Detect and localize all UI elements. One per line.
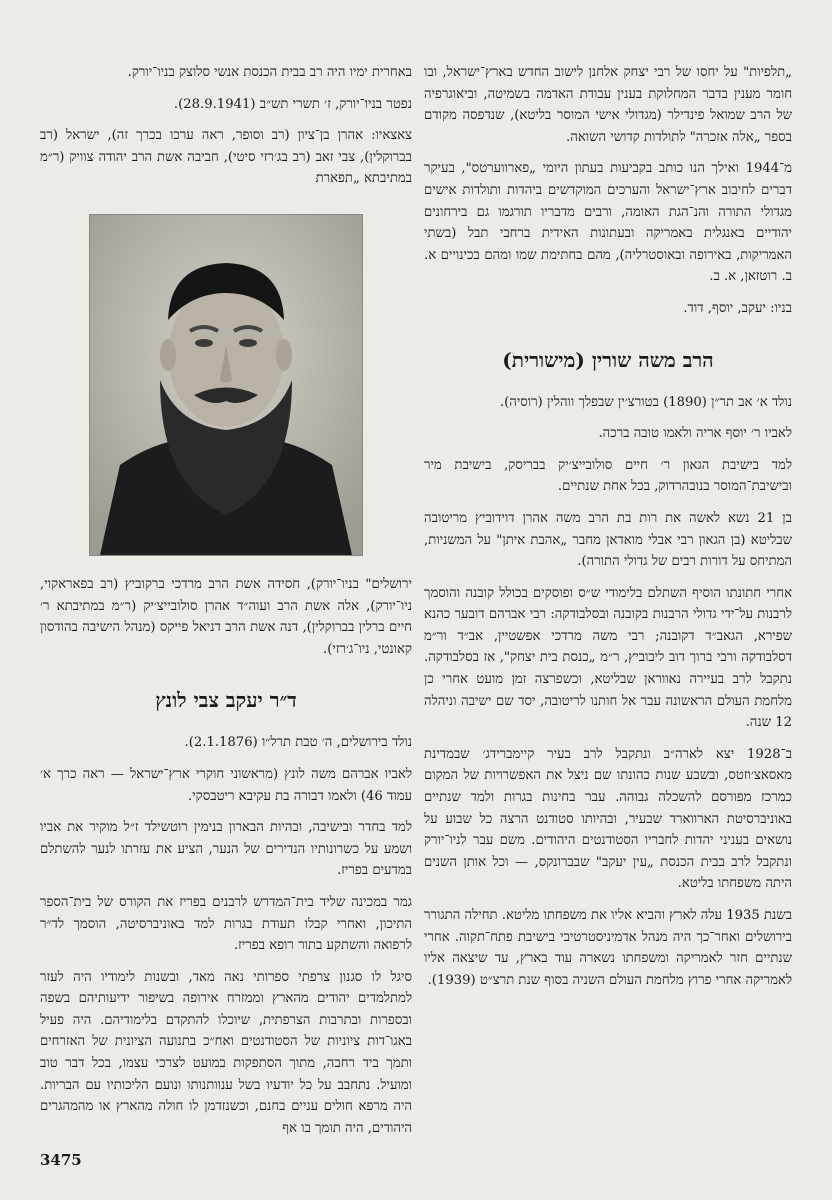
paragraph: מ־1944 ואילך הנו כותב בקביעות בעתון היומי „פארווערטס", בעיקר דברים לחיבוב ארץ־ישראל והערכים המוקדשים ביהדות ותולדות אישים מגדולי התורה והנ־הגת האומה, ורבים מדבריו תורגמו גם בירחונים יהודיים באנגלית באמריקה ובעתונות האידית ברחבי תבל (בשתי האמריקות, באירופה ובאוסטרליה), מהם בחתימת שמו ומהם בכינויים א. ב. רוטזאן, א. ב. (424, 161, 792, 285)
paragraph: נולד בירושלים, ה׳ טבת תרל״ו (2.1.1876). (184, 735, 412, 751)
paragraph: ב־1928 יצא לארה״ב ונתקבל לרב בעיר קיימברידג׳ שבמדינת מאסאצ׳וזטס, ובשבע שנות כהונתו שם ניצל את האפשרויות של המקום כמרכז מפורסם להשכלה גבוהה. עבר בחינות בגרות ולמד שנתיים באוניברסיטת הארווארד שבעיר, ובהיותו סטודנט הרצה כל שבוע על נושאים בעניני יהדות לחבריו הסטודנטים היהודים. משם עבר לניו־יורק ונתקבל לרב בבית הכנסת „עין יעקב" שבברונקס, — וכל אותן השנים היתה משפחתו בליטא. (424, 746, 792, 892)
paragraph: ירושלים" בניו־יורק), חסידה אשת הרב מרדכי ברקוביץ (רב בפאראקוי, ניו־יורק), אלה אשת הרב ועוה״ד אהרן סולובייצ׳יק (ר״מ במתיבתא ר׳ חיים ברלין בברוקלין), דנה אשת הרב דניאל פייקס (מנהל הישיבה בהודסון קאונטי, ניו־ג׳רזי). (40, 576, 412, 657)
paragraph: „תלפיות" על יחסו של רבי יצחק אלחנן לישוב החדש בארץ־ישראל, ובו חומר מענין בדבר המחלוקת בענין עבודת האדמה בשמיטה, וביאוגרפיה של הרב שמואל פינדילר (מגדולי אישי המוסר בליטא), שנדפסה מקודם בספר „אלה אזכרה" לתולדות קדושי השואה. (424, 65, 792, 145)
paragraph: לאביו ר׳ יוסף אריה ולאמו טובה ברכה. (598, 426, 792, 442)
paragraph: גמר במכינה שליד בית־המדרש לרבנים בפריז את הקורס של בית־הספר התיכון, ואחרי קבלו תעודת בגרות למד באוניברסיטה, הוסמך לד״ר לרפואה והשתקע בתור רופא בפריז. (40, 894, 412, 954)
left-column (40, 62, 412, 1149)
paragraph: בן 21 נשא לאשה את רות בת הרב משה אהרן דוידוביץ מריטובה שבליטא (בן הגאון רבי אבלי מואדאן מחבר „אהבת איתן" על המשניות, המתיחס על דורות רבים של גדולי התורה). (424, 510, 792, 570)
paragraph: באחרית ימיו היה רב בבית הכנסת אנשי סלוצק בניו־יורק. (127, 65, 412, 80)
page-number: 3475 (40, 1151, 82, 1169)
paragraph: צאצאיו: אהרן בן־ציון (רב וסופר, ראה ערכו בכרך זה), ישראל (רב בברוקלין), צבי זאב (רב בג׳רזי סיטי), חביבה אשת הרב יהודה צוויק (ר״מ במתיבתא „תפארת (40, 128, 412, 187)
paragraph: נפטר בניו־יורק, ז׳ תשרי תש״ב (28.9.1941). (173, 96, 412, 112)
paragraph: למד בישיבת הגאון ר׳ חיים סולובייצ׳יק בבריסק, בישיבת מיר ובישיבת־המוסר בנובהרדוק, בכל אחת שנתיים. (424, 457, 792, 495)
paragraph: אחרי חתונתו הוסיף השתלם בלימודי ש״ס ופוסקים בכולל קובנה והוסמך לרבנות על־ידי גדולי הרבנות בקובנה ובסלבודקה: רבי אברהם דובער כהנא שפירא, הגאב״ד דקובנה; רבי משה מרדכי אפשטיין, אב״ד ור״מ דסלבודקה ורבי ברוך דוב ליבוביץ, ר״מ „כנסת בית יצחק", אז בסלבודקה. נתקבל לרב בעיירה נאווראן שבליטא, וכשפרצה זמן מועט אחרי כן מלחמת העולם הראשונה עבר אל חותנו לריטובה, יסד שם ישיבה וניהלה 12 שנה. (424, 585, 792, 731)
paragraph: בשנת 1935 עלה לארץ והביא אליו את משפחתו מליטא. תחילה התגורר בירושלים ואחר־כך היה מנהל אדמיניסטרטיבי בישיבת פתח־תקוה. אחרי שנתיים חזר לאמריקה ומשפחתו נשארה עוד בארץ, עד שיצאה אליו לאמריקה אחרי פרוץ מלחמת העולם השניה בסוף שנת תרצ״ט (1939). (424, 908, 792, 988)
right-column (424, 62, 792, 1001)
paragraph: לאביו אברהם משה לונץ (מראשוני חוקרי ארץ־ישראל — ראה כרך א׳ עמוד 46) ולאמו דבורה בת עקיבא ריטבסקי. (40, 766, 412, 804)
paragraph: בניו: יעקב, יוסף, דוד. (683, 300, 792, 316)
paragraph: סיגל לו סגנון צרפתי ספרותי נאה מאד, ובשנות לימודיו היה לעזר למתלמדים יהודים מהארץ וממזרח אירופה בשיפור ידיעותיהם בשפה ובספרות ובתרבות הצרפתית, שיוכלו להתקדם בלימודיהם. היה פעיל באגו־דות ציוניות של הסטודנטים ואח״כ בתנועה הציונית של האזרחים ותמך ביד רחבה, מתוך הסתפקות במועט לצרכי עצמו, בכל דבר טוב ומועיל. נתחבב על כל יודעיו בשל ענוותנותו ונועם הליכותיו עם הבריות. היה מרפא חולים עניים בחנם, וכשנזדמן לו חולה מהארץ או מהמהגרים היהודים, היה תומך בו אף (40, 969, 412, 1136)
portrait-photo (89, 214, 363, 556)
section-title-yaakov-lunz: ד״ר יעקב צבי לונץ (155, 688, 297, 713)
section-title-moshe-shorin: הרב משה שורין (מישורית) (502, 347, 714, 372)
paragraph: נולד א׳ אב תר״ן (1890) בטורצ׳ין שבפלך ווהלין (רוסיה). (499, 394, 792, 410)
paragraph: למד בחדר ובישיבה, ובהיות הבארון בנימין רוטשילד ז״ל מוקיר את אביו ושמע על כשרונותיו הנדירים של הנער, הציע את עזרתו לנער להשתלם במדעים בפריז. (40, 820, 412, 879)
portrait-illustration (90, 215, 362, 555)
